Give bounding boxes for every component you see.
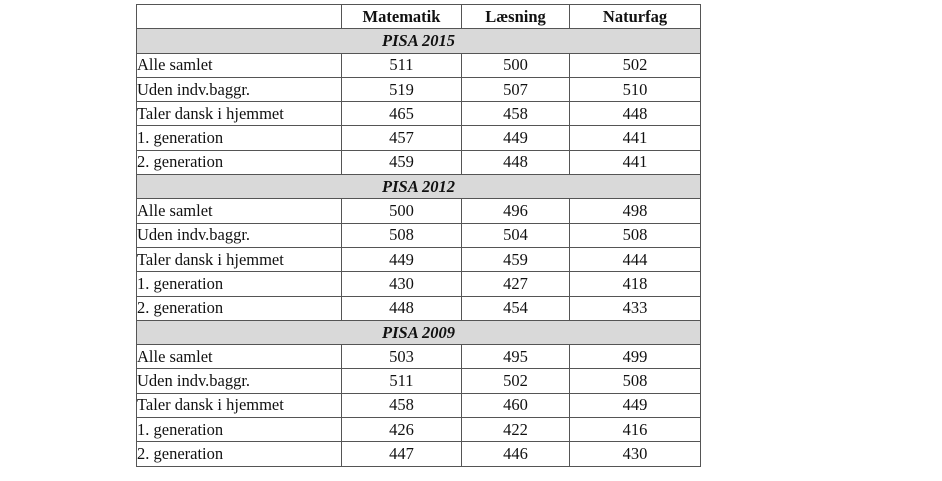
table-row [137,199,701,223]
cell-naturfag: 430 [570,442,701,466]
table-row [137,272,701,296]
row-label: Uden indv.baggr. [137,223,342,247]
row-label: Uden indv.baggr. [137,369,342,393]
row-label: Alle samlet [137,53,342,77]
row-label: 2. generation [137,442,342,466]
cell-naturfag: 508 [570,369,701,393]
cell-laesning: 496 [462,199,570,223]
cell-naturfag: 510 [570,77,701,101]
section-header-row [137,175,701,199]
table-row [137,393,701,417]
cell-matematik: 465 [342,102,462,126]
header-cell-laesning: Læsning [462,5,570,29]
table-row [137,77,701,101]
header-row [137,5,701,29]
cell-matematik: 448 [342,296,462,320]
cell-matematik: 458 [342,393,462,417]
cell-matematik: 430 [342,272,462,296]
cell-laesning: 448 [462,150,570,174]
cell-laesning: 460 [462,393,570,417]
table-row [137,345,701,369]
cell-laesning: 459 [462,247,570,271]
cell-laesning: 458 [462,102,570,126]
cell-laesning: 427 [462,272,570,296]
section-title: PISA 2015 [137,29,701,53]
section-header-row [137,320,701,344]
row-label: 2. generation [137,296,342,320]
cell-naturfag: 508 [570,223,701,247]
cell-naturfag: 416 [570,418,701,442]
cell-naturfag: 448 [570,102,701,126]
section-title: PISA 2009 [137,320,701,344]
cell-matematik: 511 [342,369,462,393]
table-row [137,150,701,174]
row-label: 1. generation [137,418,342,442]
row-label: 2. generation [137,150,342,174]
table-row [137,247,701,271]
row-label: Alle samlet [137,199,342,223]
table-row [137,53,701,77]
cell-matematik: 459 [342,150,462,174]
cell-matematik: 508 [342,223,462,247]
section-header-row [137,29,701,53]
section-title: PISA 2012 [137,175,701,199]
cell-naturfag: 499 [570,345,701,369]
header-cell-matematik: Matematik [342,5,462,29]
cell-naturfag: 441 [570,126,701,150]
cell-naturfag: 418 [570,272,701,296]
cell-naturfag: 498 [570,199,701,223]
table-row [137,369,701,393]
cell-matematik: 449 [342,247,462,271]
cell-matematik: 500 [342,199,462,223]
cell-matematik: 519 [342,77,462,101]
header-cell-naturfag: Naturfag [570,5,701,29]
cell-matematik: 457 [342,126,462,150]
row-label: Uden indv.baggr. [137,77,342,101]
row-label: 1. generation [137,126,342,150]
table-row [137,296,701,320]
header-cell-empty [137,5,342,29]
cell-laesning: 495 [462,345,570,369]
row-label: Taler dansk i hjemmet [137,102,342,126]
cell-naturfag: 502 [570,53,701,77]
cell-laesning: 507 [462,77,570,101]
row-label: Taler dansk i hjemmet [137,247,342,271]
cell-laesning: 422 [462,418,570,442]
cell-matematik: 447 [342,442,462,466]
cell-laesning: 446 [462,442,570,466]
table-row [137,442,701,466]
cell-laesning: 500 [462,53,570,77]
cell-matematik: 426 [342,418,462,442]
table-row [137,126,701,150]
pisa-results-table [136,4,701,467]
table-row [137,102,701,126]
row-label: Taler dansk i hjemmet [137,393,342,417]
cell-naturfag: 433 [570,296,701,320]
cell-naturfag: 441 [570,150,701,174]
table-row [137,223,701,247]
cell-laesning: 502 [462,369,570,393]
cell-naturfag: 444 [570,247,701,271]
cell-matematik: 511 [342,53,462,77]
cell-laesning: 449 [462,126,570,150]
row-label: 1. generation [137,272,342,296]
table-row [137,418,701,442]
cell-naturfag: 449 [570,393,701,417]
row-label: Alle samlet [137,345,342,369]
cell-laesning: 454 [462,296,570,320]
cell-matematik: 503 [342,345,462,369]
cell-laesning: 504 [462,223,570,247]
